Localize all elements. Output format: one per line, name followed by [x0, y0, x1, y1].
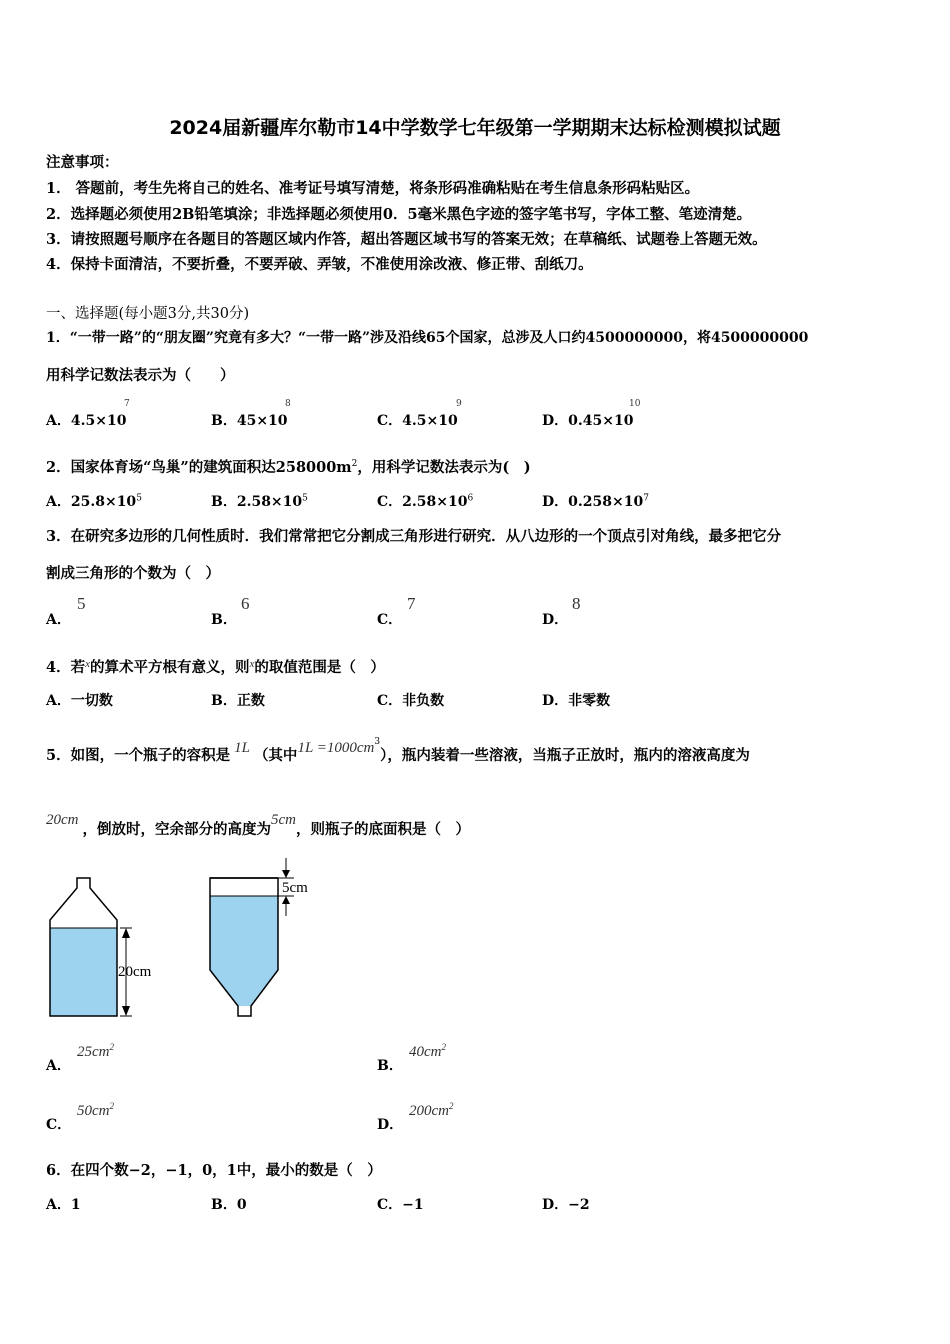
- q5-option-a[interactable]: A．: [46, 1058, 71, 1074]
- q5-option-c-value: $50cm^2$: [77, 1101, 114, 1119]
- q4-option-a[interactable]: A．一切数: [46, 693, 113, 709]
- q6-stem: 6．在四个数−2，−1，0，1中，最小的数是（ ）: [46, 1162, 382, 1179]
- upright-height-label: 20cm: [118, 964, 152, 980]
- q4-option-b[interactable]: B．正数: [211, 693, 265, 709]
- q1-option-c-exp: 9: [456, 399, 462, 409]
- upright-bottle: [50, 878, 132, 1016]
- q3-option-b-value: 6: [241, 594, 250, 613]
- q2-option-c[interactable]: C．$2.58\times 10^6$: [377, 493, 474, 510]
- q3-stem-line1: 3．在研究多边形的几何性质时．我们常常把它分割成三角形进行研究．从八边形的一个顶点引对角线，最多把它分: [46, 528, 782, 545]
- q5-option-a-value: $25cm^2$: [77, 1042, 114, 1060]
- q2-option-a[interactable]: A．$25.8\times 10^5$: [46, 493, 142, 510]
- q5-option-d[interactable]: D．: [377, 1117, 404, 1133]
- q5-stem-line2: 20cm，倒放时，空余部分的高度为5cm，则瓶子的底面积是（ ）: [46, 812, 470, 838]
- q3-option-c-value: 7: [407, 594, 416, 613]
- q3-option-a[interactable]: A．: [46, 612, 71, 628]
- q6-option-c[interactable]: C．−1: [377, 1197, 424, 1213]
- q3-option-d-value: 8: [572, 594, 581, 613]
- q5-option-d-value: $200cm^2$: [409, 1101, 454, 1119]
- q5-option-c[interactable]: C．: [46, 1117, 72, 1133]
- q6-option-a[interactable]: A．1: [46, 1197, 81, 1213]
- notice-item-1: 1． 答题前，考生先将自己的姓名、准考证号填写清楚，将条形码准确粘贴在考生信息条形码粘贴区。: [46, 180, 700, 197]
- q1-option-b[interactable]: B．45×10: [211, 413, 288, 429]
- page-title: 2024届新疆库尔勒市14中学数学七年级第一学期期末达标检测模拟试题: [169, 117, 781, 139]
- q1-option-a-exp: 7: [124, 399, 130, 409]
- notice-item-3: 3．请按照题号顺序在各题目的答题区域内作答，超出答题区域书写的答案无效；在草稿纸、试题卷上答题无效。: [46, 231, 767, 248]
- q4-stem: 4．若$^x$的算术平方根有意义，则$^x$的取值范围是（ ）: [46, 658, 385, 676]
- upright-liquid: [50, 928, 117, 1016]
- q5-stem-line1: 5．如图，一个瓶子的容积是 1L （其中$1L =1000cm^3$），瓶内装着一些溶液，当瓶子正放时，瓶内的溶液高度为: [46, 737, 750, 764]
- q6-option-b[interactable]: B．0: [211, 1197, 247, 1213]
- q4-option-d[interactable]: D．非零数: [542, 693, 611, 709]
- q2-stem: 2．国家体育场“鸟巢”的建筑面积达$258000m^2$，用科学记数法表示为( ): [46, 459, 531, 476]
- section-heading: 一、选择题(每小题3分,共30分): [46, 306, 250, 322]
- notice-item-2: 2．选择题必须使用2B铅笔填涂；非选择题必须使用0．5毫米黑色字迹的签字笔书写，字体工整、笔迹清楚。: [46, 206, 752, 223]
- q5-option-b-value: $40cm^2$: [409, 1042, 446, 1060]
- q3-option-b[interactable]: B．: [211, 612, 237, 628]
- q6-option-d[interactable]: D．−2: [542, 1197, 590, 1213]
- inverted-empty-label: 5cm: [282, 880, 308, 896]
- q2-option-b[interactable]: B．$2.58\times 10^5$: [211, 493, 308, 510]
- q1-stem-line2: 用科学记数法表示为（ ）: [46, 367, 235, 384]
- notice-heading: 注意事项：: [46, 154, 119, 171]
- q5-option-b[interactable]: B．: [377, 1058, 403, 1074]
- q1-option-c[interactable]: C．4.5×10: [377, 413, 458, 429]
- q3-option-c[interactable]: C．: [377, 612, 403, 628]
- q1-option-a[interactable]: A．4.5×10: [46, 413, 127, 429]
- q1-option-b-exp: 8: [285, 399, 291, 409]
- notice-item-4: 4．保持卡面清洁，不要折叠，不要弄破、弄皱，不准使用涂改液、修正带、刮纸刀。: [46, 256, 593, 273]
- q1-option-d[interactable]: D．0.45×10: [542, 413, 634, 429]
- q1-stem-line1: 1．“一带一路”的“朋友圈”究竟有多大？“一带一路”涉及沿线65个国家，总涉及人口约4500000000，将4500000000: [46, 330, 809, 346]
- q2-option-d[interactable]: D．$0.258\times 10^7$: [542, 493, 649, 510]
- q3-option-a-value: 5: [77, 594, 86, 613]
- q4-option-c[interactable]: C．非负数: [377, 693, 445, 709]
- q3-stem-line2: 割成三角形的个数为（ ）: [46, 565, 220, 582]
- bottle-figure: [40, 850, 330, 1030]
- q3-option-d[interactable]: D．: [542, 612, 569, 628]
- q1-option-d-exp: 10: [629, 399, 641, 409]
